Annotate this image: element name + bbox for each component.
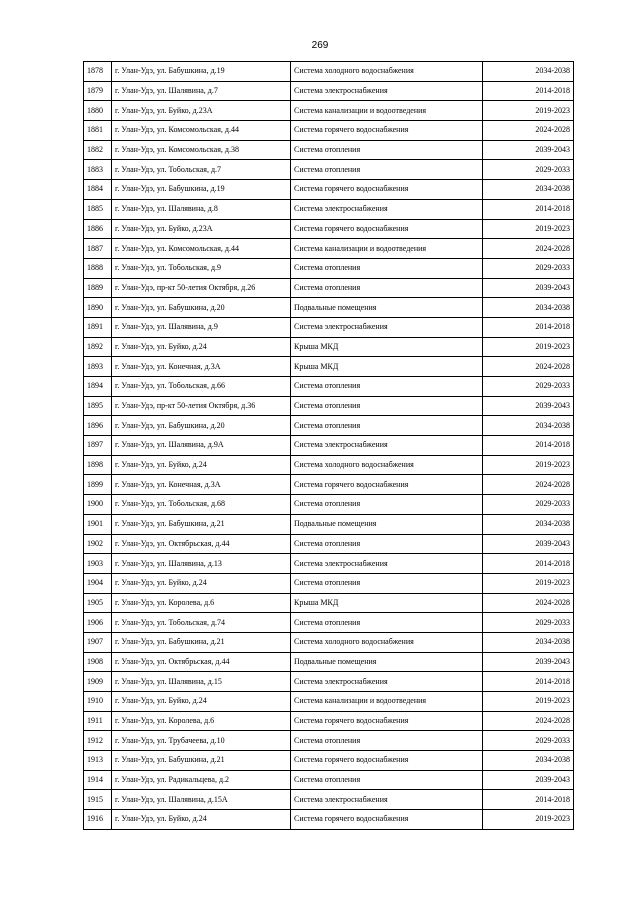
row-address: г. Улан-Удэ, ул. Бабушкина, д.21: [112, 632, 291, 652]
row-system: Система электроснабжения: [291, 554, 483, 574]
table-row: [84, 613, 574, 633]
row-address: г. Улан-Удэ, ул. Буйко, д.23А: [112, 219, 291, 239]
row-period: 2034-2038: [483, 514, 574, 534]
row-period: 2029-2033: [483, 377, 574, 397]
row-address: г. Улан-Удэ, ул. Шалявина, д.15: [112, 672, 291, 692]
row-address: г. Улан-Удэ, ул. Буйко, д.24: [112, 692, 291, 712]
table-row: [84, 81, 574, 101]
row-system: Система отопления: [291, 731, 483, 751]
table-row: [84, 436, 574, 456]
row-number: 1912: [84, 731, 112, 751]
registry-table-body: [84, 62, 574, 830]
row-system: Система электроснабжения: [291, 317, 483, 337]
row-system: Крыша МКД: [291, 337, 483, 357]
table-row: [84, 672, 574, 692]
row-system: Система электроснабжения: [291, 790, 483, 810]
row-system: Система горячего водоснабжения: [291, 475, 483, 495]
table-row: [84, 298, 574, 318]
table-row: [84, 692, 574, 712]
row-period: 2039-2043: [483, 652, 574, 672]
row-address: г. Улан-Удэ, ул. Комсомольская, д.44: [112, 239, 291, 259]
row-address: г. Улан-Удэ, ул. Октябрьская, д.44: [112, 534, 291, 554]
row-number: 1892: [84, 337, 112, 357]
table-row: [84, 357, 574, 377]
table-row: [84, 770, 574, 790]
table-row: [84, 160, 574, 180]
row-number: 1904: [84, 573, 112, 593]
row-number: 1906: [84, 613, 112, 633]
table-row: [84, 534, 574, 554]
table-row: [84, 455, 574, 475]
row-number: 1908: [84, 652, 112, 672]
registry-table: [83, 61, 574, 830]
row-number: 1886: [84, 219, 112, 239]
row-system: Система холодного водоснабжения: [291, 632, 483, 652]
row-period: 2034-2038: [483, 62, 574, 82]
row-address: г. Улан-Удэ, пр-кт 50-летия Октября, д.36: [112, 396, 291, 416]
row-system: Система отопления: [291, 613, 483, 633]
table-row: [84, 180, 574, 200]
row-address: г. Улан-Удэ, ул. Королева, д.6: [112, 593, 291, 613]
table-row: [84, 790, 574, 810]
row-address: г. Улан-Удэ, ул. Буйко, д.24: [112, 573, 291, 593]
row-period: 2034-2038: [483, 632, 574, 652]
row-address: г. Улан-Удэ, ул. Комсомольская, д.44: [112, 121, 291, 141]
row-address: г. Улан-Удэ, ул. Тобольская, д.9: [112, 258, 291, 278]
row-number: 1910: [84, 692, 112, 712]
row-address: г. Улан-Удэ, ул. Бабушкина, д.19: [112, 180, 291, 200]
row-period: 2024-2028: [483, 357, 574, 377]
table-row: [84, 514, 574, 534]
row-number: 1881: [84, 121, 112, 141]
row-period: 2019-2023: [483, 810, 574, 830]
row-address: г. Улан-Удэ, ул. Конечная, д.3А: [112, 357, 291, 377]
row-period: 2024-2028: [483, 121, 574, 141]
row-period: 2029-2033: [483, 258, 574, 278]
row-period: 2014-2018: [483, 790, 574, 810]
row-address: г. Улан-Удэ, ул. Тобольская, д.68: [112, 495, 291, 515]
row-number: 1902: [84, 534, 112, 554]
row-system: Подвальные помещения: [291, 652, 483, 672]
row-system: Система горячего водоснабжения: [291, 751, 483, 771]
row-period: 2034-2038: [483, 416, 574, 436]
row-system: Система отопления: [291, 278, 483, 298]
table-row: [84, 337, 574, 357]
row-address: г. Улан-Удэ, ул. Шалявина, д.15А: [112, 790, 291, 810]
row-number: 1884: [84, 180, 112, 200]
table-row: [84, 711, 574, 731]
row-number: 1890: [84, 298, 112, 318]
row-address: г. Улан-Удэ, ул. Конечная, д.3А: [112, 475, 291, 495]
row-number: 1909: [84, 672, 112, 692]
row-number: 1900: [84, 495, 112, 515]
row-number: 1905: [84, 593, 112, 613]
row-system: Система отопления: [291, 573, 483, 593]
table-row: [84, 377, 574, 397]
row-period: 2029-2033: [483, 160, 574, 180]
row-number: 1878: [84, 62, 112, 82]
row-system: Система горячего водоснабжения: [291, 180, 483, 200]
row-number: 1895: [84, 396, 112, 416]
row-system: Система электроснабжения: [291, 81, 483, 101]
row-number: 1911: [84, 711, 112, 731]
page-number: 269: [311, 40, 329, 51]
row-period: 2019-2023: [483, 692, 574, 712]
row-number: 1915: [84, 790, 112, 810]
row-system: Система электроснабжения: [291, 199, 483, 219]
row-system: Система канализации и водоотведения: [291, 692, 483, 712]
row-period: 2014-2018: [483, 317, 574, 337]
row-number: 1914: [84, 770, 112, 790]
row-address: г. Улан-Удэ, пр-кт 50-летия Октября, д.26: [112, 278, 291, 298]
row-period: 2034-2038: [483, 751, 574, 771]
row-number: 1888: [84, 258, 112, 278]
row-system: Система канализации и водоотведения: [291, 239, 483, 259]
row-address: г. Улан-Удэ, ул. Трубачеева, д.10: [112, 731, 291, 751]
row-system: Система горячего водоснабжения: [291, 810, 483, 830]
row-system: Крыша МКД: [291, 357, 483, 377]
table-row: [84, 751, 574, 771]
row-address: г. Улан-Удэ, ул. Буйко, д.24: [112, 810, 291, 830]
table-row: [84, 317, 574, 337]
row-period: 2024-2028: [483, 711, 574, 731]
row-address: г. Улан-Удэ, ул. Тобольская, д.7: [112, 160, 291, 180]
row-address: г. Улан-Удэ, ул. Радикальцева, д.2: [112, 770, 291, 790]
table-row: [84, 239, 574, 259]
table-row: [84, 554, 574, 574]
row-address: г. Улан-Удэ, ул. Шалявина, д.13: [112, 554, 291, 574]
row-address: г. Улан-Удэ, ул. Тобольская, д.74: [112, 613, 291, 633]
row-period: 2019-2023: [483, 455, 574, 475]
row-period: 2014-2018: [483, 199, 574, 219]
row-period: 2019-2023: [483, 337, 574, 357]
row-address: г. Улан-Удэ, ул. Буйко, д.24: [112, 455, 291, 475]
row-period: 2019-2023: [483, 219, 574, 239]
row-number: 1896: [84, 416, 112, 436]
table-row: [84, 416, 574, 436]
row-system: Система отопления: [291, 416, 483, 436]
row-number: 1903: [84, 554, 112, 574]
row-address: г. Улан-Удэ, ул. Бабушкина, д.21: [112, 514, 291, 534]
table-row: [84, 731, 574, 751]
row-system: Система канализации и водоотведения: [291, 101, 483, 121]
table-row: [84, 199, 574, 219]
row-number: 1897: [84, 436, 112, 456]
row-number: 1899: [84, 475, 112, 495]
table-row: [84, 140, 574, 160]
row-period: 2039-2043: [483, 396, 574, 416]
row-system: Система горячего водоснабжения: [291, 121, 483, 141]
row-number: 1913: [84, 751, 112, 771]
table-row: [84, 475, 574, 495]
row-period: 2039-2043: [483, 770, 574, 790]
row-number: 1882: [84, 140, 112, 160]
table-row: [84, 219, 574, 239]
row-period: 2014-2018: [483, 672, 574, 692]
row-number: 1893: [84, 357, 112, 377]
row-address: г. Улан-Удэ, ул. Бабушкина, д.19: [112, 62, 291, 82]
row-period: 2039-2043: [483, 278, 574, 298]
row-period: 2024-2028: [483, 239, 574, 259]
row-address: г. Улан-Удэ, ул. Шалявина, д.9А: [112, 436, 291, 456]
row-system: Система холодного водоснабжения: [291, 62, 483, 82]
row-address: г. Улан-Удэ, ул. Бабушкина, д.21: [112, 751, 291, 771]
row-system: Система горячего водоснабжения: [291, 219, 483, 239]
table-row: [84, 121, 574, 141]
row-system: Система отопления: [291, 160, 483, 180]
row-address: г. Улан-Удэ, ул. Тобольская, д.66: [112, 377, 291, 397]
row-address: г. Улан-Удэ, ул. Бабушкина, д.20: [112, 416, 291, 436]
row-system: Подвальные помещения: [291, 514, 483, 534]
row-number: 1898: [84, 455, 112, 475]
row-number: 1879: [84, 81, 112, 101]
row-system: Система отопления: [291, 770, 483, 790]
table-row: [84, 258, 574, 278]
row-period: 2014-2018: [483, 554, 574, 574]
table-row: [84, 396, 574, 416]
row-address: г. Улан-Удэ, ул. Шалявина, д.8: [112, 199, 291, 219]
row-number: 1894: [84, 377, 112, 397]
row-system: Система отопления: [291, 495, 483, 515]
row-number: 1901: [84, 514, 112, 534]
row-period: 2024-2028: [483, 475, 574, 495]
row-system: Система отопления: [291, 377, 483, 397]
table-row: [84, 495, 574, 515]
row-system: Подвальные помещения: [291, 298, 483, 318]
row-period: 2019-2023: [483, 101, 574, 121]
row-period: 2029-2033: [483, 613, 574, 633]
row-system: Система отопления: [291, 258, 483, 278]
row-period: 2014-2018: [483, 436, 574, 456]
row-address: г. Улан-Удэ, ул. Октябрьская, д.44: [112, 652, 291, 672]
table-row: [84, 62, 574, 82]
row-number: 1916: [84, 810, 112, 830]
row-number: 1880: [84, 101, 112, 121]
table-row: [84, 278, 574, 298]
row-address: г. Улан-Удэ, ул. Бабушкина, д.20: [112, 298, 291, 318]
row-address: г. Улан-Удэ, ул. Шалявина, д.9: [112, 317, 291, 337]
table-row: [84, 573, 574, 593]
row-number: 1885: [84, 199, 112, 219]
row-period: 2039-2043: [483, 140, 574, 160]
row-period: 2029-2033: [483, 731, 574, 751]
table-row: [84, 632, 574, 652]
table-row: [84, 810, 574, 830]
row-system: Система холодного водоснабжения: [291, 455, 483, 475]
row-system: Система электроснабжения: [291, 436, 483, 456]
row-address: г. Улан-Удэ, ул. Королева, д.6: [112, 711, 291, 731]
row-period: 2039-2043: [483, 534, 574, 554]
row-period: 2034-2038: [483, 298, 574, 318]
row-system: Система отопления: [291, 534, 483, 554]
row-number: 1883: [84, 160, 112, 180]
row-period: 2029-2033: [483, 495, 574, 515]
row-system: Система электроснабжения: [291, 672, 483, 692]
row-period: 2024-2028: [483, 593, 574, 613]
row-period: 2019-2023: [483, 573, 574, 593]
row-number: 1891: [84, 317, 112, 337]
row-number: 1907: [84, 632, 112, 652]
table-row: [84, 652, 574, 672]
row-period: 2034-2038: [483, 180, 574, 200]
row-address: г. Улан-Удэ, ул. Шалявина, д.7: [112, 81, 291, 101]
row-address: г. Улан-Удэ, ул. Буйко, д.24: [112, 337, 291, 357]
row-system: Крыша МКД: [291, 593, 483, 613]
row-number: 1889: [84, 278, 112, 298]
row-address: г. Улан-Удэ, ул. Комсомольская, д.38: [112, 140, 291, 160]
table-row: [84, 593, 574, 613]
row-period: 2014-2018: [483, 81, 574, 101]
row-system: Система отопления: [291, 396, 483, 416]
table-row: [84, 101, 574, 121]
row-address: г. Улан-Удэ, ул. Буйко, д.23А: [112, 101, 291, 121]
row-system: Система отопления: [291, 140, 483, 160]
row-system: Система горячего водоснабжения: [291, 711, 483, 731]
row-number: 1887: [84, 239, 112, 259]
